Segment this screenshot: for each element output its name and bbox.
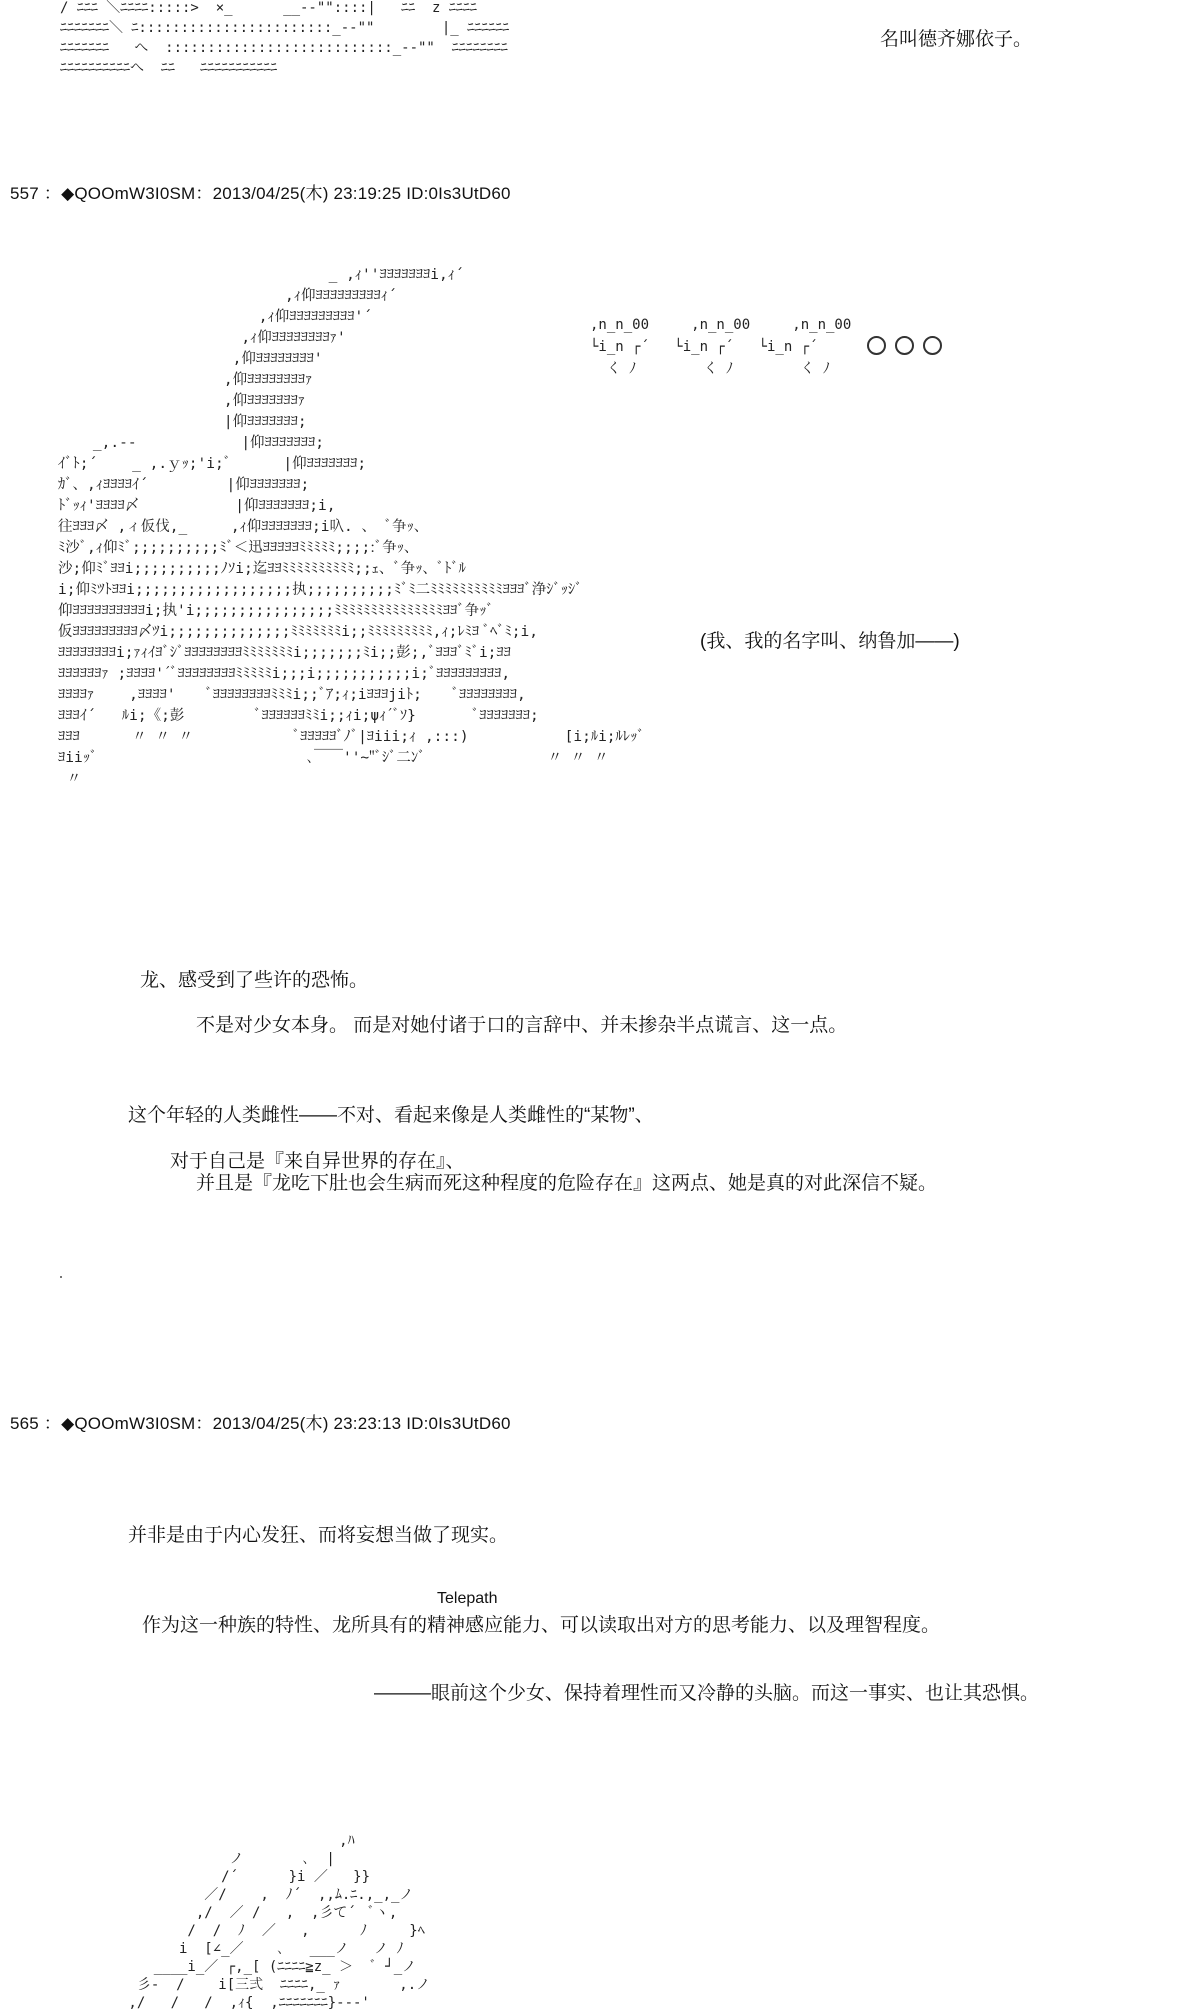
ruby-telepath: Telepath [437,1590,498,1607]
circle-icon [895,336,914,355]
top-caption: 名叫德齐娜依子。 [880,29,1033,50]
thought-line: (我、我的名字叫、纳鲁加——) [700,631,960,652]
narration-line-1: 龙、感受到了些许的恐怖。 [140,970,369,991]
post-557-header: 557 ：◆QOOmW3I0SM：2013/04/25(木) 23:19:25 ID:0Is3UtD60 [10,184,511,203]
dragon-ascii-art: _ ,ｨ''ﾖﾖﾖﾖﾖﾖﾖi,ｨ´ ,ｨ仰ﾖﾖﾖﾖﾖﾖﾖﾖﾖｨ´ ,ｨ仰ﾖﾖﾖﾖﾖﾖﾖﾖﾖ'´ ,ｨ仰ﾖﾖﾖﾖﾖﾖﾖﾖｧ' ,仰ﾖﾖﾖﾖﾖﾖﾖﾖ' ,仰ﾖﾖﾖﾖﾖﾖﾖﾖｧ ,仰ﾖﾖﾖﾖﾖﾖﾖｧ |仰ﾖﾖﾖﾖﾖﾖﾖ; _,.-‐ |仰ﾖﾖﾖﾖﾖﾖﾖ; ｲﾞﾄ;´ _ ,.ｙｯ;'i;ﾞ |仰ﾖﾖﾖﾖﾖﾖﾖ; ｶﾞ、,ｨﾖﾖﾖﾖｲ´ |仰ﾖﾖﾖﾖﾖﾖﾖ; ﾄﾞｯｨ'ﾖﾖﾖﾖ〆 |仰ﾖﾖﾖﾖﾖﾖﾖ;i, 往ﾖﾖﾖ〆 ,ィ仮伐,_ ,ｨ仰ﾖﾖﾖﾖﾖﾖﾖ;i叺. 、 ﾞ争ｯ、 ﾐ沙ﾞ,ｨ仰ﾐﾞ;;;;;;;;;;ﾐﾞ＜迅ﾖﾖﾖﾖﾖﾐﾐﾐﾐﾐ;;;;:ﾞ争ｯ、 沙;仰ﾐﾞﾖﾖi;;;;;;;;;;ﾉｿi;迄ﾖﾖﾐﾐﾐﾐﾐﾐﾐﾐﾐﾐ;;ｪ、ﾞ争ｯ、ﾞﾄﾞﾙ i;仰ﾐﾂﾄﾖﾖi;;;;;;;;;;;;;;;;;;执;;;;;;;;;;ﾐﾞﾐ二ﾐﾐﾐﾐﾐﾐﾐﾐﾐﾐﾖﾖﾖﾞ浄ｼﾞｯｼﾞ 仰ﾖﾖﾖﾖﾖﾖﾖﾖﾖﾖi;执'i;;;;;;;;;;;;;;;;ﾐﾐﾐﾐﾐﾐﾐﾐﾐﾐﾐﾐﾐﾐﾐﾖﾖﾞ争ｯﾞ 仮ﾖﾖﾖﾖﾖﾖﾖﾖﾖ〆ﾂi;;;;;;;;;;;;;;ﾐﾐﾐﾐﾐﾐﾐi;;ﾐﾐﾐﾐﾐﾐﾐﾐﾐ,ｨ;ﾚﾐﾖ ﾞﾍﾞﾐ;i, ﾖﾖﾖﾖﾖﾖﾖﾖi;ｧｨｲﾖﾞｼﾞﾖﾖﾖﾖﾖﾖﾖﾖﾐﾐﾐﾐﾐﾐﾐi;;;;;;;ﾐi;;彭;,ﾞﾖﾖﾖﾞﾐﾞi;ﾖﾖ ﾖﾖﾖﾖﾖﾖｧ ;ﾖﾖﾖﾖ'´ﾞﾖﾖﾖﾖﾖﾖﾖﾖﾐﾐﾐﾐﾐi;;;i;;;;;;;;;;;i;ﾞﾖﾖﾖﾖﾖﾖﾖﾖﾖ, ﾖﾖﾖﾖｧ ,ﾖﾖﾖﾖ' ﾞﾖﾖﾖﾖﾖﾖﾖﾖﾐﾐﾐi;;ﾞｱ;ｨ;iﾖﾖﾖjiﾄ; ﾞﾖﾖﾖﾖﾖﾖﾖﾖ, ﾖﾖﾖｲ´ ﾙi;《;彭 ﾞﾖﾖﾖﾖﾖﾖﾐﾐi;;ｨi;ψｨ´ﾞｿ} ﾞﾖﾖﾖﾖﾖﾖﾖ; ﾖﾖﾖ 〃 〃 〃 ﾞﾖﾖﾖﾖﾖﾞﾉﾞ|ﾖiii;ｨ ,:::) [i;ﾙi;ﾙﾚｯﾞ ﾖiiｯﾞ ､￣￣''~"ﾞｼﾞ二ﾝﾞ 〃 〃 〃 〃 [58,267,645,787]
narration-line-2: 不是对少女本身。 而是对她付诸于口的言辞中、并未掺杂半点谎言、这一点。 [196,1015,848,1036]
narration-line-6: 并非是由于内心发狂、而将妄想当做了现实。 [128,1525,509,1546]
kobito-ascii-art: ,n_n_00 ,n_n_00 ,n_n_00 └i_n ┌´ └i_n ┌´ └i_n ┌´ く ﾉ く ﾉ く ﾉ [590,317,852,377]
bottom-ascii-art: ,ﾊ ノ ､ | /´ }i ／ }} ／/ , ﾉ´ ,,ﾑ.ﾆ.,_,_ノ ,/ ／ / , ,彡て´ ﾞヽ, / / ﾉ ／ , ﾉ }ﾍ i [∠_／ ､ ___ノ ノ ﾉ ____i_／ ┌,_[ (ﾆﾆﾆﾆ≧z_ ＞ ﾞ ┘_ノ 彡- / i[三弍 ﾆﾆﾆﾆ,_ ｧ ,.ノ ,/ / / ,ｨ{ ,ﾆﾆﾆﾆﾆﾆﾆ}‐-‐' [128,1833,431,2011]
circle-icon [867,336,886,355]
narration-line-4: 对于自己是『来自异世界的存在』、 [170,1151,465,1172]
circle-icon [923,336,942,355]
ellipsis-circles [867,336,951,360]
post-565-header: 565 ：◆QOOmW3I0SM：2013/04/25(木) 23:23:13 ID:0Is3UtD60 [10,1414,511,1433]
narration-line-5: 并且是『龙吃下肚也会生病而死这种程度的危险存在』这两点、她是真的对此深信不疑。 [196,1173,938,1194]
stray-dot [60,1276,62,1278]
narration-line-3: 这个年轻的人类雌性——不对、看起来像是人类雌性的“某物”、 [128,1105,654,1126]
narration-line-7: 作为这一种族的特性、龙所具有的精神感应能力、可以读取出对方的思考能力、以及理智程度。 [142,1615,941,1636]
top-ascii-art: / ﾆﾆﾆ ＼ﾆﾆﾆﾆ:::::> ×_ __--""::::| ﾆﾆ z ﾆﾆﾆﾆ ﾆﾆﾆﾆﾆﾆﾆ＼ ﾆ:::::::::::::::::::::::_--"" |_ ﾆﾆﾆﾆﾆﾆ ﾆﾆﾆﾆﾆﾆﾆ へ :::::::::::::::::::::::::::_--"" ﾆﾆﾆﾆﾆﾆﾆﾆ ﾆﾆﾆﾆﾆﾆﾆﾆﾆﾆへ ﾆﾆ ﾆﾆﾆﾆﾆﾆﾆﾆﾆﾆﾆ [60,0,510,76]
narration-line-8: ———眼前这个少女、保持着理性而又冷静的头脑。而这一事实、也让其恐惧。 [374,1683,1040,1704]
